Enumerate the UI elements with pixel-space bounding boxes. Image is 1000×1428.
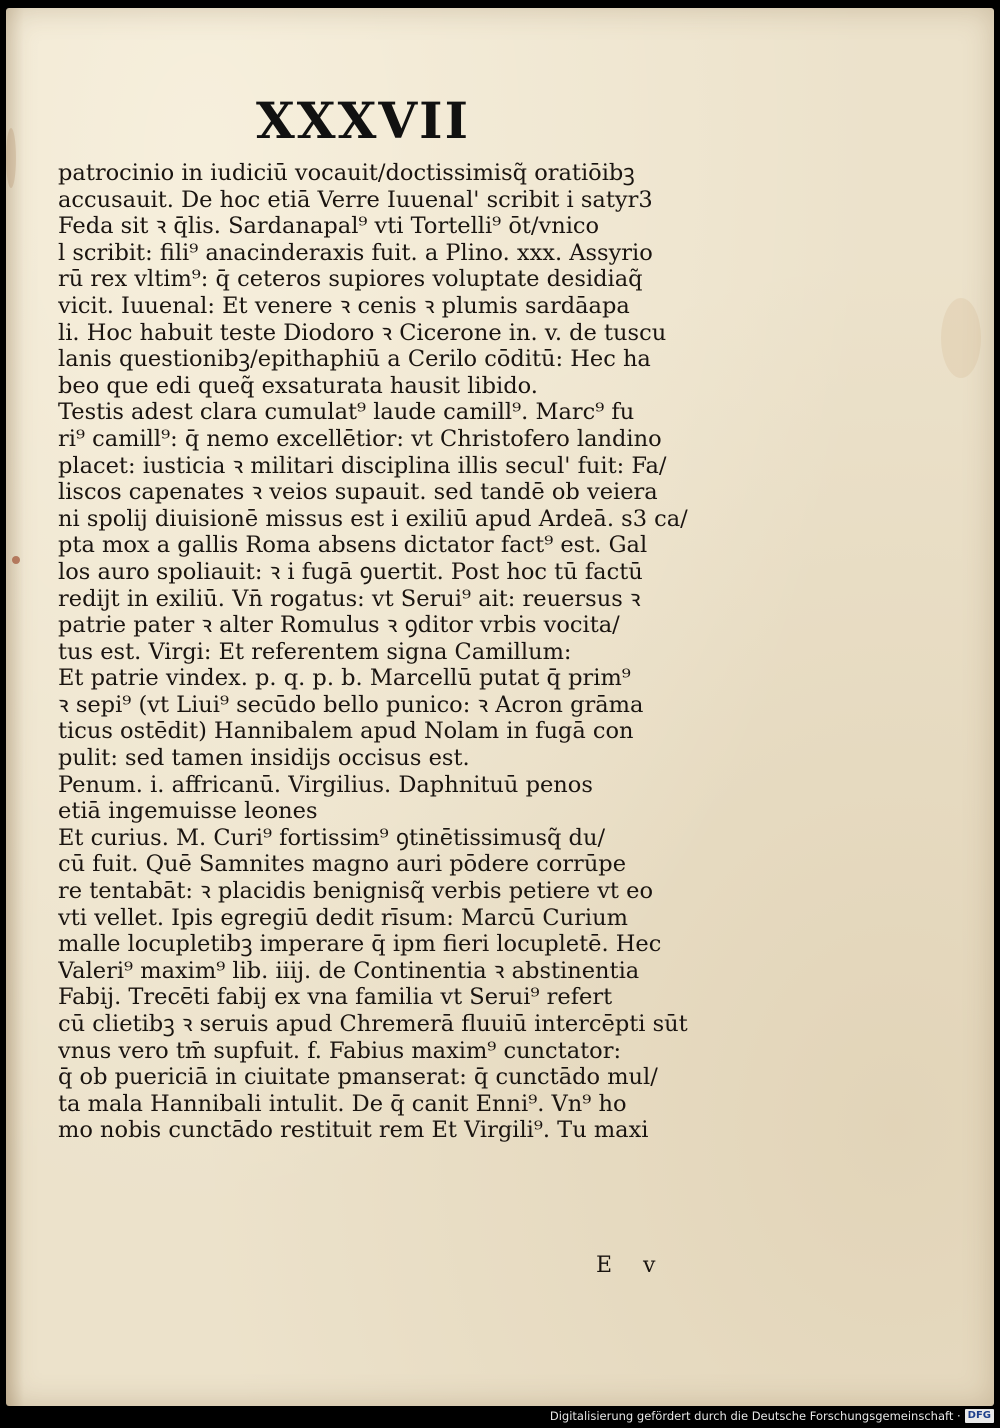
text-line: Fabij. Trecēti fabij ex vna familia vt Serui⁹ refert [58,984,613,1011]
text-line: mo nobis cunctādo restituit rem Et Virgili⁹. Tu maxi [58,1117,649,1144]
text-line: q̄ ob puericiā in ciuitate pmanserat: q̄ cunctādo mul/ [58,1064,658,1091]
text-block [58,160,718,1144]
page-stain [12,556,20,564]
text-line: cū fuit. Quē Samnites magno auri pōdere corrūpe [58,851,627,878]
text-line: ni spolij diuisionē missus est i exiliū apud Ardeā. s3 ca/ [58,505,688,532]
text-line: liscos capenates ꝛ veios supauit. sed tandē ob veiera [58,479,658,506]
text-line: ticus ostēdit) Hannibalem apud Nolam in fugā con [58,718,634,745]
text-line: ta mala Hannibali intulit. De q̄ canit Enni⁹. Vn⁹ ho [58,1090,627,1117]
text-line: ri⁹ camill⁹: q̄ nemo excellētior: vt Christofero landino [58,425,662,452]
text-line: lanis questionibꝫ/epithaphiū a Cerilo cōditū: Hec ha [58,346,651,373]
book-page [6,8,994,1406]
text-line: pulit: sed tamen insidijs occisus est. [58,745,470,772]
text-line: Penum. i. affricanū. Virgilius. Daphnituū penos [58,771,593,798]
text-line: los auro spoliauit: ꝛ i fugā ꝯuertit. Post hoc tū factū [58,558,643,585]
text-line: vti vellet. Ipis egregiū dedit rīsum: Marcū Curium [58,904,628,931]
text-line: etiā ingemuisse leones [58,798,318,825]
text-line: placet: iusticia ꝛ militari disciplina illis secul' fuit: Fa/ [58,452,667,479]
credit-text: Digitalisierung gefördert durch die Deutsche Forschungsgemeinschaft · [549,1409,961,1423]
page-stain [6,128,16,188]
text-line: pta mox a gallis Roma absens dictator fact⁹ est. Gal [58,532,648,559]
text-line: redijt in exiliū. Vn̄ rogatus: vt Serui⁹ ait: reuersus ꝛ [58,585,641,612]
text-line: vicit. Iuuenal: Et venere ꝛ cenis ꝛ plumis sardāapa [58,292,630,319]
signature-mark: E v [596,1253,668,1278]
text-line: patrie pater ꝛ alter Romulus ꝛ ꝯditor vrbis vocita/ [58,612,620,639]
text-line: Et patrie vindex. p. q. p. b. Marcellū putat q̄ prim⁹ [58,665,631,692]
text-line: Et curius. M. Curi⁹ fortissim⁹ ꝯtinētissimusq̃ du/ [58,824,606,851]
text-line: tus est. Virgi: Et referentem signa Camillum: [58,638,572,665]
text-line: malle locupletibꝫ imperare q̄ ipm fieri locupletē. Hec [58,931,662,958]
text-line: vnus vero tm̄ supfuit. f. Fabius maxim⁹ cunctator: [58,1037,622,1064]
text-line: patrocinio in iudiciū vocauit/doctissimisq̃ oratiōibꝫ [58,160,635,186]
text-line: re tentabāt: ꝛ placidis benignisq̃ verbis petiere vt eo [58,878,653,905]
text-line: accusauit. De hoc etiā Verre Iuuenal' scribit i satyr3 [58,186,653,213]
page-stain [941,298,981,378]
text-line: Testis adest clara cumulat⁹ laude camill⁹. Marc⁹ fu [58,399,635,426]
text-line: ꝛ sepi⁹ (vt Liui⁹ secūdo bello punico: ꝛ Acron grāma [58,691,644,718]
text-line: l scribit: fili⁹ anacinderaxis fuit. a Plino. xxx. Assyrio [58,239,653,266]
text-line: li. Hoc habuit teste Diodoro ꝛ Cicerone in. v. de tuscu [58,319,667,346]
text-line: beo que edi queq̃ exsaturata hausit libido. [58,372,538,399]
dfg-logo-icon: DFG [965,1409,994,1423]
digitization-credit [550,1407,994,1425]
text-line: Feda sit ꝛ q̄lis. Sardanapal⁹ vti Tortelli⁹ ōt/vnico [58,213,600,240]
text-line: Valeri⁹ maxim⁹ lib. iiij. de Continentia ꝛ abstinentia [58,957,640,984]
folio-number: XXXVII [256,91,470,150]
text-line: rū rex vltim⁹: q̄ ceteros supiores voluptate desidiaq̃ [58,266,643,293]
text-line: cū clietibꝫ ꝛ seruis apud Chremerā fluuiū intercēpti sūt [58,1011,688,1037]
